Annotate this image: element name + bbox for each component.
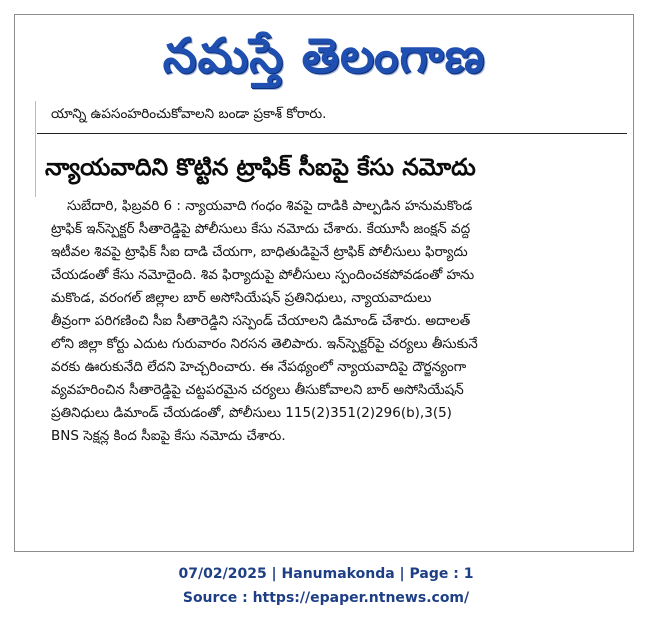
body-line: మకొండ, వరంగల్ జిల్లాల బార్ అసోసియేషన్ ప్రతినిధులు, న్యాయవాదులు <box>51 290 432 306</box>
previous-article-tail: యాన్ని ఉపసంహరించుకోవాలని బండా ప్రకాశ్ కోరారు. <box>51 106 327 122</box>
source-link[interactable]: Source : https://epaper.ntnews.com/ <box>182 590 470 606</box>
article-headline: న్యాయవాదిని కొట్టిన ట్రాఫిక్ సీఐపై కేసు నమోదు <box>45 153 476 181</box>
newspaper-masthead: నమస్తే తెలంగాణ <box>162 28 486 84</box>
body-line: ట్రాఫిక్ ఇన్‌స్పెక్టర్ సీతారెడ్డిపై పోలీసులు కేసు నమోదు చేశారు. కేయూసీ జంక్షన్ వద్ద <box>51 221 471 237</box>
body-line: BNS సెక్షన్ల కింద సీఐపై కేసు నమోదు చేశారు. <box>51 428 286 444</box>
column-rule <box>35 101 36 197</box>
body-line: వరకు ఊరుకునేది లేదని హెచ్చరించారు. ఈ నేపథ్యంలో న్యాయవాదిపై దౌర్జన్యంగా <box>51 359 467 375</box>
publication-meta: 07/02/2025 | Hanumakonda | Page : 1 <box>178 566 474 582</box>
body-line: ఇటీవల శివపై ట్రాఫిక్ సీఐ దాడి చేయగా, బాధితుడిపైనే ట్రాఫిక్ పోలీసులు ఫిర్యాదు <box>51 244 468 260</box>
body-line: చేయడంతో కేసు నమోదైంది. శివ ఫిర్యాదుపై పోలీసులు స్పందించకపోవడంతో హను <box>51 267 475 283</box>
body-line: సుబేదారి, ఫిబ్రవరి 6 : న్యాయవాది గంధం శివపై దాడికి పాల్పడిన హనుమకొండ <box>67 198 473 214</box>
body-line: లోని జిల్లా కోర్టు ఎదుట గురువారం నిరసన తెలిపారు. ఇన్‌స్పెక్టర్‌పై చర్యలు తీసుకునే <box>51 336 478 352</box>
body-line: వ్యవహరించిన సీతారెడ్డిపై చట్టపరమైన చర్యలు తీసుకోవాలని బార్ అసోసియేషన్ <box>51 382 464 398</box>
clipping-frame <box>14 14 634 552</box>
body-line: ప్రతినిధులు డిమాండ్ చేయడంతో, పోలీసులు 115(2)351(2)296(b),3(5) <box>51 405 452 421</box>
article-divider <box>37 133 627 134</box>
article-body <box>51 195 625 448</box>
body-line: తీవ్రంగా పరిగణించి సీఐ సీతారెడ్డిని సస్పెండ్ చేయాలని డిమాండ్ చేశారు. అదాలత్ <box>51 313 471 329</box>
